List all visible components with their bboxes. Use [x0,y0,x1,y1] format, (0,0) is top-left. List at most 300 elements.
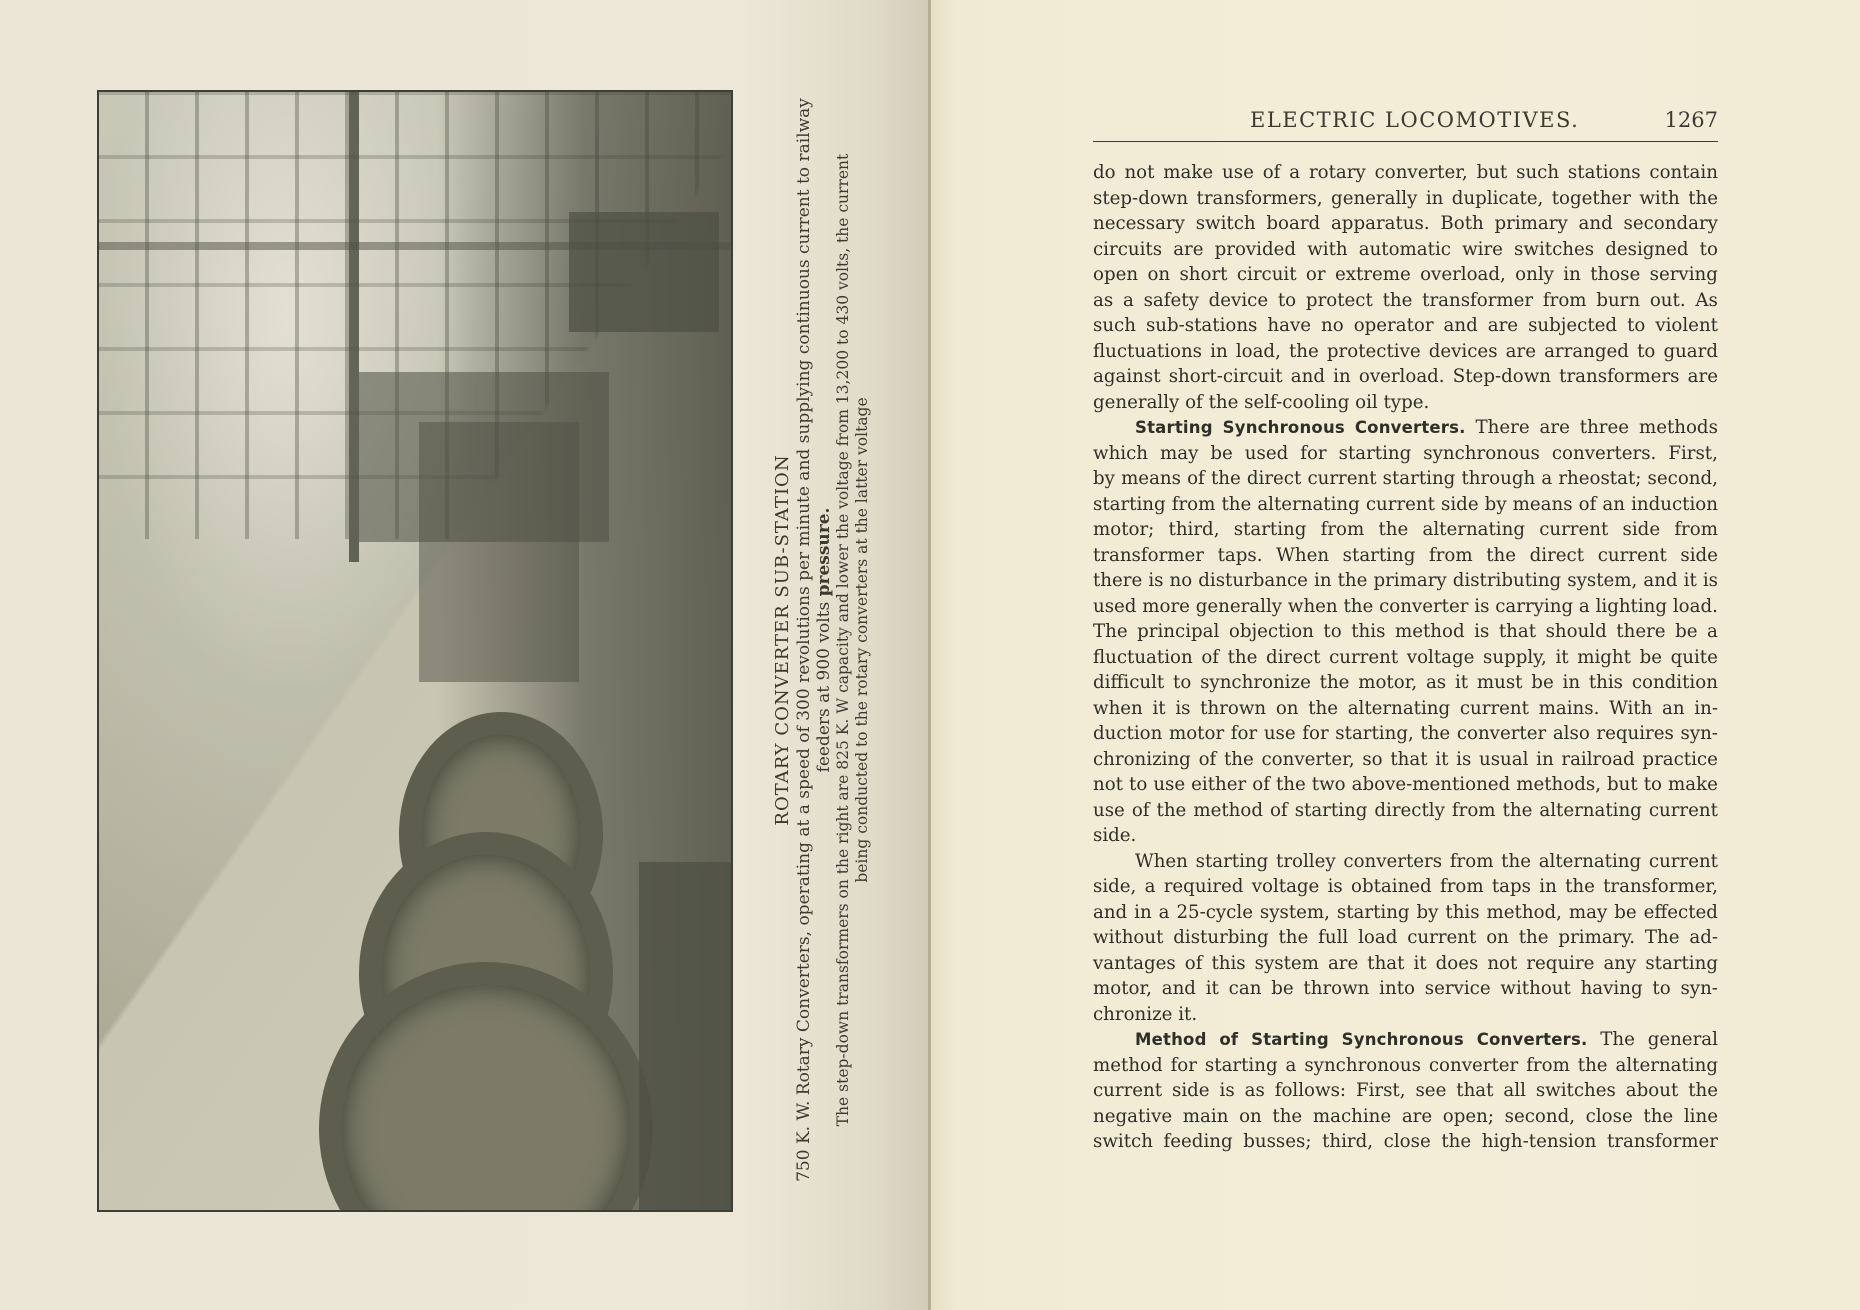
word: synchronize [1200,672,1311,693]
word: by [1416,901,1439,923]
word: of [1578,493,1597,515]
word: First, [1355,1080,1406,1101]
word: be [1271,978,1294,999]
word: taps [1491,876,1531,897]
word: lighting [1595,595,1668,617]
word: load [1358,927,1398,948]
word: a [1144,876,1156,897]
word: is [1456,748,1472,770]
text-line [1093,772,1718,798]
word: in- [1694,697,1718,719]
word: mains. [1538,697,1600,719]
word: it [1555,646,1569,668]
word: syn- [1680,978,1718,999]
word: to [1643,774,1662,795]
word: current [1648,799,1718,821]
word: negative [1093,1105,1173,1127]
word: thrown [1200,697,1267,719]
word: starting [1233,519,1307,540]
word: alternating [1347,697,1451,719]
word: such [1516,162,1560,183]
word: without [1093,927,1164,948]
word: side [1622,519,1661,540]
word: the [1308,697,1338,719]
word: starting [1294,799,1368,821]
text-line [1093,1104,1718,1130]
word: high-tension [1481,1131,1597,1152]
word: subjected [1528,315,1618,336]
word: the [1486,544,1517,566]
heading-word: Converters. [1476,1030,1588,1049]
word: current [1307,468,1377,489]
text-line [1093,262,1718,288]
word: general [1647,1029,1718,1050]
word: When [1276,544,1330,566]
word: motor; [1093,519,1155,540]
word: overload. [1358,366,1445,387]
word: current [1539,519,1609,540]
word: starting [1204,1054,1278,1076]
word: out. [1649,289,1686,311]
word: direct [1266,646,1321,668]
word: a [1541,468,1553,489]
caption-line-1-bold: pressure. [814,507,834,597]
word: used [1093,595,1137,617]
text-line [1093,313,1718,339]
word: are [1401,1105,1433,1127]
text-line [1093,670,1718,696]
word: thrown [1303,978,1370,999]
word: is [1219,1080,1235,1101]
word: three [1579,417,1630,438]
word: the [1378,519,1409,540]
text-line [1093,747,1718,773]
word: a [1285,1054,1297,1076]
word: method, [1486,901,1562,923]
word: and [1443,315,1478,336]
word: from [1542,289,1587,311]
word: it [1413,952,1427,974]
word: current [1407,927,1477,948]
word: method [1394,621,1465,642]
word: be [1639,646,1662,668]
text-line [1093,543,1718,569]
word: that [1390,748,1428,770]
word: close [1585,1105,1633,1127]
word: current [1093,1080,1163,1101]
word: used [1244,442,1289,464]
word: may [1568,901,1608,923]
word: be [1531,672,1554,693]
word: from [1439,876,1484,897]
photo-transformers-row [419,422,579,682]
word: make [1163,162,1214,183]
word: a [1289,162,1301,183]
word: not [1124,162,1155,183]
word: close [1383,1131,1431,1152]
word: load. [1672,595,1718,617]
word: direct [1529,544,1585,566]
word: converter [1379,595,1469,617]
word: supply, [1483,646,1547,668]
text-line [1093,1129,1718,1155]
word: required [1163,876,1244,897]
word: are [1687,366,1718,387]
word: converter, [1374,162,1468,183]
word: above-mentioned [1351,774,1511,795]
word: usual [1479,748,1529,770]
word: side [1441,493,1479,515]
heading-word: Starting [1251,1030,1329,1049]
word: short-circuit [1168,366,1283,387]
text-line [1093,798,1718,824]
word: methods [1638,417,1718,438]
word: so [1362,748,1383,770]
word: may [1160,442,1199,464]
word: the [1275,774,1306,795]
word: the [1319,672,1350,693]
figure-caption [772,80,871,1200]
word: together [1551,187,1631,209]
word: the [1223,748,1254,770]
word: be [1210,442,1233,464]
word: alternating [1539,799,1642,821]
word: chronizing [1093,748,1191,770]
word: the [1343,595,1374,617]
word: with [1639,187,1680,209]
word: on [1275,697,1299,719]
text-line [1093,976,1718,1002]
word: When [1135,850,1188,872]
word: into [1379,978,1415,999]
running-head-title: ELECTRIC LOCOMOTIVES. [1250,108,1580,132]
word: First, [1668,442,1718,464]
word: side, [1093,876,1137,897]
word: but [1607,774,1638,795]
word: for [1170,1054,1197,1076]
word: does [1435,952,1479,974]
word: are [1539,417,1570,438]
word: the [1688,187,1718,209]
word: primary [1494,213,1568,234]
word: switches [1535,1080,1616,1101]
book-spine [928,0,931,1310]
word: either [1191,774,1247,795]
text-line [1093,364,1718,390]
word: which [1093,442,1148,464]
word: and [1643,570,1678,591]
word: primary [1373,570,1447,591]
word: The [1093,621,1128,642]
word: transformer [1422,289,1534,311]
word: starting [1338,442,1412,464]
word: feeding [1163,1131,1233,1152]
word: be [1614,901,1637,923]
line-text: generally of the self-cooling oil type. [1093,391,1430,413]
word: motor, [1093,978,1152,999]
word: methods, [1516,774,1601,795]
word: to [1277,289,1297,311]
word: circuit [1236,264,1297,285]
photo-dark-panel [569,212,719,332]
word: generally [1331,187,1418,209]
word: current [1365,493,1435,515]
word: the [1420,723,1451,744]
word: the [1227,646,1258,668]
word: starting [1342,544,1416,566]
word: syn- [1680,723,1718,744]
word: in [1563,264,1581,285]
word: can [1228,978,1262,999]
word: having [1580,978,1643,999]
word: alternating [1422,519,1525,540]
word: the [1288,340,1319,362]
word: converter [1428,1054,1519,1076]
word: secondary [1623,213,1718,234]
word: motor, [1358,672,1418,693]
word: overload, [1420,264,1506,285]
word: ad- [1689,927,1718,948]
word: of [1184,952,1203,974]
word: device [1208,289,1269,311]
word: from [1171,493,1216,515]
word: railroad [1561,748,1635,770]
word: the [1441,1131,1472,1152]
text-line [1093,466,1718,492]
word: condition [1631,672,1718,693]
word: sub-stations [1145,315,1258,336]
text-line [1093,390,1718,416]
word: converters [1343,850,1443,872]
word: by [1093,468,1115,489]
word: converters. [1551,442,1657,464]
word: be [1675,621,1698,642]
word: guard [1663,340,1718,362]
word: and [1290,366,1325,387]
photo-column [349,92,359,562]
word: is [1474,621,1490,642]
word: in [1210,340,1228,362]
word: no [1321,315,1344,336]
word: it [1683,570,1697,591]
word: effected [1643,901,1718,923]
heading-word: Synchronous [1341,1030,1464,1049]
word: a [1707,621,1718,642]
word: carrying [1495,595,1574,617]
word: make [1668,774,1718,795]
word: of [1198,748,1217,770]
word: that [1456,1080,1494,1101]
word: current [1459,697,1529,719]
heading-word: Starting [1135,418,1213,437]
text-line [1093,951,1718,977]
text-line [1093,1078,1718,1104]
text-line [1093,288,1718,314]
word: system [1254,952,1319,974]
word: from [1526,1054,1570,1076]
word: side [1680,544,1718,566]
word: from [1674,519,1718,540]
word: in [1134,901,1152,923]
word: serving [1649,264,1718,285]
text-line [1093,160,1718,186]
word: Step-down [1452,366,1551,387]
page-number: 1267 [1664,108,1718,132]
heading-word: Method [1135,1030,1207,1049]
word: means [1512,493,1573,515]
heading-word: of [1219,1030,1239,1049]
figure-photograph [97,90,733,1212]
word: rotary [1308,162,1366,183]
text-line [1093,900,1718,926]
text-line [1093,517,1718,543]
word: alternating [1257,493,1360,515]
word: to [1627,315,1646,336]
word: induction [1631,493,1718,515]
paragraph-heading-line [1093,415,1718,441]
word: the [1382,289,1413,311]
word: transformers, [1196,187,1323,209]
word: motor [1168,723,1225,744]
text-line [1093,925,1718,951]
word: line [1683,1105,1718,1127]
text-line [1093,1053,1718,1079]
line-text: chronize it. [1093,1003,1198,1025]
text-line [1093,619,1718,645]
word: a [1158,901,1170,923]
text-line [1093,492,1718,518]
word: automatic [1358,238,1451,260]
word: voltage [1406,646,1475,668]
word: all [1503,1080,1526,1101]
word: There [1475,417,1530,438]
word: switches [1514,238,1595,260]
word: the [1577,1054,1608,1076]
word: is [1175,697,1191,719]
word: main [1182,1105,1229,1127]
word: it [1435,748,1449,770]
word: generally [1195,595,1283,617]
word: primary. [1558,927,1635,948]
word: third, [1322,1131,1374,1152]
paragraph-heading-line [1093,1027,1718,1053]
word: the [1518,927,1549,948]
word: short [1179,264,1228,285]
word: designed [1605,238,1689,260]
word: for [1230,723,1258,744]
word: with [1307,238,1348,260]
word: of [1262,162,1281,183]
caption-line-1 [794,80,834,1200]
word: this [1588,672,1624,693]
word: system, [1567,570,1638,591]
text-line [1093,645,1718,671]
word: might [1577,646,1631,668]
word: of [1187,468,1205,489]
running-head [1093,108,1718,140]
word: it [1454,672,1469,693]
word: the [1221,493,1252,515]
word: is [1474,595,1490,617]
word: use [1093,799,1125,821]
word: practice [1642,748,1718,770]
word: to [1323,621,1342,642]
word: transformer [1607,1131,1718,1152]
word: is [1327,876,1343,897]
word: against [1093,366,1161,387]
word: to [1652,978,1671,999]
text-line [1093,594,1718,620]
word: see [1415,1080,1447,1101]
word: extreme [1334,264,1411,285]
word: disturbance [1198,570,1308,591]
word: in [1562,672,1581,693]
word: that [1367,952,1405,974]
word: as [1093,289,1114,311]
word: load, [1235,340,1281,362]
word: that [1498,621,1537,642]
word: in [1425,187,1444,209]
word: to [1699,238,1718,260]
word: operator [1353,315,1434,336]
word: to [1173,672,1192,693]
word: rheostat; [1558,468,1642,489]
word: starting [1382,468,1456,489]
word: starting, [1335,723,1414,744]
word: second, [1647,468,1718,489]
word: directly [1374,799,1445,821]
word: current [1329,646,1399,668]
word: should [1545,621,1607,642]
word: about [1625,1080,1679,1101]
word: As [1695,289,1718,311]
word: are [1327,952,1359,974]
word: method [1193,799,1263,821]
text-line [1093,568,1718,594]
word: vantages [1093,952,1176,974]
word: those [1590,264,1641,285]
word: a [1122,289,1134,311]
word: direct [1246,468,1302,489]
word: difficult [1093,672,1165,693]
word: there [1616,621,1666,642]
word: service [1424,978,1491,999]
word: it [1152,697,1166,719]
word: the [1210,468,1241,489]
word: The [1644,927,1680,948]
word: transformer [1093,544,1204,566]
word: burn [1596,289,1641,311]
caption-line-2: The step-down transformers on the right are 825 K. W capacity and lower the voltage from 13,200 to 430 volts, the current [834,153,852,1127]
word: protect [1305,289,1373,311]
word: trolley [1276,850,1336,872]
word: are [1173,238,1204,260]
word: have [1267,315,1312,336]
heading-word: Converters. [1354,418,1466,437]
word: there [1093,570,1143,591]
word: for [1300,442,1327,464]
word: violent [1655,315,1718,336]
word: obtained [1351,876,1432,897]
text-line [1093,211,1718,237]
word: contain [1649,162,1718,183]
word: fluctuation [1093,646,1193,668]
word: on [1239,1105,1262,1127]
caption-line-3: being conducted to the rotary converters at the latter voltage [853,397,871,883]
word: Both [1440,213,1484,234]
header-rule [1093,141,1718,142]
word: distributing [1452,570,1562,591]
